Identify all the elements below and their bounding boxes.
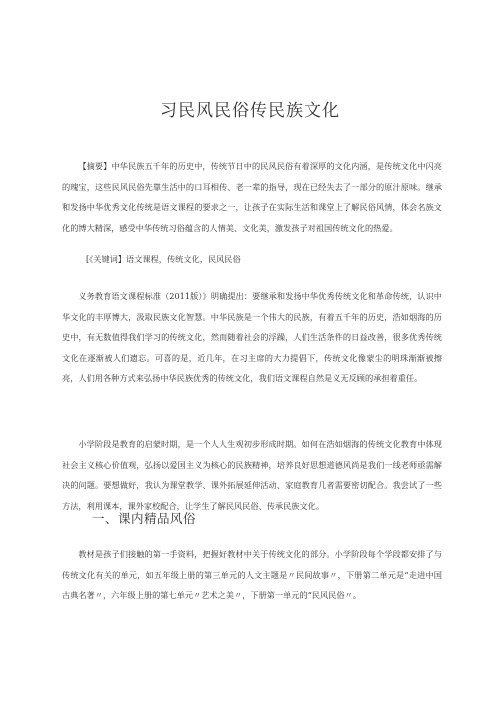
body-paragraph-3: 教材是孩子们接触的第一手资料，把握好教材中关于传统文化的部分。小学阶段每个学段都安排了与传统文化有关的单元，如五年级上册的第三单元的人文主题是〃民间故事〃，下册第二单元是“走进中国古典名著〃，六年级上册的第七单元〃艺术之美〃，下册第一单元的“民风民俗〃。 [62,549,442,601]
section-heading: 一、课内精品风俗 [92,511,197,526]
keywords-line: [《关键词】语文课程，传统文化，民风民俗 [86,254,241,264]
body-paragraph-2: 小学阶段是教育的启蒙时期，是一个人人生观初步形成时期。如何在浩如烟海的传统文化教育中体现社会主义核心价值观，弘扬以爱国主义为核心的民族精神，培养良好思想道德风尚是我们一线老师亟需解决的问题。要想做好，我认为课堂教学、课外拓展延伸活动、家庭教育几者需要密切配合。我尝试了一些方法，利用课本，课外家校配合，让学生了解民风民俗、传承民族文化。 [62,439,442,511]
abstract-paragraph: 【摘要】中华民族五千年的历史中，传统节日中的民风民俗有着深厚的文化内涵，是传统文化中闪亮的瑰宝，这些民风民俗先靠生活中的口耳相传、老一辈的指导，现在已经失去了一部分的原汁原味。继承和发扬中华优秀文化传统是语文课程的要求之一，让孩子在实际生活和课堂上了解民俗风情，体会名族文化的博大精深，感受中华传统习俗蕴含的人情美、文化美，激发孩子对祖国传统文化的热爱。 [62,161,442,233]
body-paragraph-1: 义务教育语文课程标准（2011版）》明确提出：要继承和发扬中华优秀传统文化和革命传统，认识中华文化的丰厚博大，汲取民族文化智慧。中华民族是一个伟大的民族，有着五千年的历史，浩如烟海的历史中，有无数值得我们学习的传统文化，然而随着社会的浮躁，人们生活条件的日益改善，很多优秀传统文化在逐渐被人们遗忘。可喜的是，近几年，在习主席的大力提倡下，传统文化像蒙尘的明珠渐渐被擦亮，人们用各种方式来弘扬中华民族优秀的传统文化，我们语文课程自然是义无反顾的承担着重任。 [62,291,442,384]
document-title: 习民风民俗传民族文化 [160,101,340,121]
